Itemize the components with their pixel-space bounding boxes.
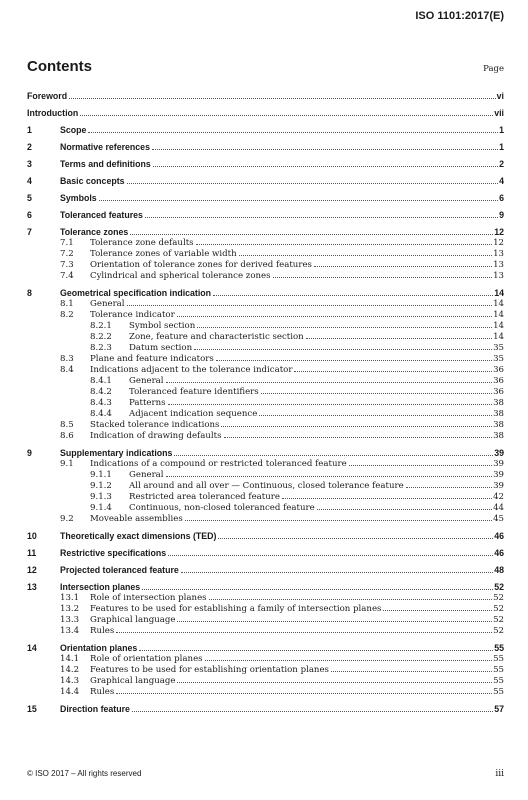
toc-entry-page: 14: [493, 321, 504, 331]
toc-entry-page: 2: [499, 159, 504, 169]
toc-leader-dots: [174, 455, 493, 456]
toc-leader-dots: [383, 610, 492, 611]
toc-entry-title: Rules: [90, 626, 115, 636]
toc-entry-number: 13.2: [60, 604, 80, 614]
toc-entry[interactable]: [27, 271, 504, 282]
toc-leader-dots: [216, 360, 492, 361]
toc-leader-dots: [88, 132, 498, 133]
toc-entry-title: Tolerance zones: [60, 227, 129, 237]
toc-entry-title: Rules: [90, 687, 115, 697]
toc-entry-page: 46: [494, 548, 504, 558]
toc-entry[interactable]: [27, 565, 504, 576]
toc-entry-title: Cylindrical and spherical tolerance zones: [90, 271, 271, 281]
toc-leader-dots: [99, 200, 498, 201]
toc-leader-dots: [166, 476, 493, 477]
toc-leader-dots: [168, 404, 492, 405]
toc-entry[interactable]: [27, 704, 504, 715]
toc-entry-number: 9.1: [60, 459, 74, 469]
toc-leader-dots: [224, 437, 493, 438]
toc-entry[interactable]: [27, 332, 504, 343]
toc-entry-page: 14: [494, 288, 504, 298]
toc-entry-title: Features to be used for establishing a family of intersection planes: [90, 604, 382, 614]
toc-entry-title: Direction feature: [60, 704, 130, 714]
toc-entry[interactable]: [27, 665, 504, 676]
toc-entry-number: 8.4.2: [90, 387, 112, 397]
toc-entry-title: Zone, feature and characteristic section: [129, 332, 304, 342]
toc-leader-dots: [213, 295, 493, 296]
toc-entry-title: Tolerance indicator: [90, 310, 175, 320]
toc-entry-title: Orientation planes: [60, 643, 138, 653]
toc-entry[interactable]: [27, 238, 504, 249]
toc-entry-page: 38: [493, 398, 504, 408]
toc-entry-number: 9.2: [60, 514, 74, 524]
toc-entry[interactable]: [27, 582, 504, 593]
toc-entry-title: Restrictive specifications: [60, 548, 167, 558]
toc-entry-title: General: [90, 299, 125, 309]
toc-entry-title: Toleranced feature identifiers: [129, 387, 259, 397]
toc-entry-number: 9.1.1: [90, 470, 112, 480]
toc-entry-page: 52: [493, 593, 504, 603]
toc-entry-page: 14: [493, 299, 504, 309]
toc-entry[interactable]: [27, 481, 504, 492]
toc-entry-page: 14: [493, 332, 504, 342]
toc-entry-page: 12: [494, 227, 504, 237]
toc-entry-number: 12: [27, 565, 37, 575]
toc-entry-page: 39: [494, 448, 504, 458]
toc-entry[interactable]: [27, 354, 504, 365]
toc-entry-number: 8.5: [60, 420, 74, 430]
toc-entry-page: 55: [493, 665, 504, 675]
toc-leader-dots: [69, 98, 496, 99]
toc-entry-page: 46: [494, 531, 504, 541]
toc-entry[interactable]: [27, 125, 504, 136]
toc-entry-number: 8.4: [60, 365, 74, 375]
toc-entry-number: 4: [27, 176, 32, 186]
toc-entry[interactable]: [27, 615, 504, 626]
toc-entry-number: 9: [27, 448, 32, 458]
toc-entry-page: 42: [493, 492, 504, 502]
toc-leader-dots: [294, 371, 492, 372]
toc-entry-number: 14: [27, 643, 37, 653]
toc-leader-dots: [196, 244, 493, 245]
toc-entry-number: 14.1: [60, 654, 80, 664]
toc-entry-page: 38: [493, 431, 504, 441]
toc-entry[interactable]: [27, 687, 504, 698]
toc-leader-dots: [259, 415, 492, 416]
toc-entry-page: 14: [493, 310, 504, 320]
toc-entry-title: Moveable assemblies: [90, 514, 183, 524]
toc-entry[interactable]: [27, 343, 504, 354]
toc-entry-number: 7.3: [60, 260, 74, 270]
toc-leader-dots: [152, 149, 498, 150]
toc-entry-page: 39: [493, 459, 504, 469]
toc-entry-number: 7.2: [60, 249, 74, 259]
toc-entry-title: Graphical language: [90, 676, 176, 686]
toc-entry-title: General: [129, 376, 164, 386]
toc-leader-dots: [221, 426, 492, 427]
toc-entry-number: 8.3: [60, 354, 74, 364]
toc-leader-dots: [130, 234, 493, 235]
toc-entry-number: 7.4: [60, 271, 74, 281]
toc-entry-number: 2: [27, 142, 32, 152]
toc-leader-dots: [306, 338, 492, 339]
toc-entry-page: 55: [493, 687, 504, 697]
toc-entry[interactable]: [27, 260, 504, 271]
toc-entry-page: 52: [493, 626, 504, 636]
toc-entry-title: Continuous, non-closed toleranced feature: [129, 503, 315, 513]
toc-leader-dots: [177, 316, 492, 317]
toc-entry-title: Symbol section: [129, 321, 196, 331]
toc-entry-number: 8.2: [60, 310, 74, 320]
table-of-contents: [27, 91, 504, 715]
toc-entry-number: 13.4: [60, 626, 80, 636]
toc-entry-title: Introduction: [27, 108, 79, 118]
toc-leader-dots: [145, 217, 498, 218]
toc-entry-page: 35: [493, 343, 504, 353]
toc-entry-title: Indication of drawing defaults: [90, 431, 222, 441]
toc-entry[interactable]: [27, 159, 504, 170]
toc-entry-title: Terms and definitions: [60, 159, 151, 169]
toc-leader-dots: [185, 520, 492, 521]
toc-entry-page: 13: [493, 260, 504, 270]
toc-entry-title: Toleranced features: [60, 210, 143, 220]
toc-leader-dots: [194, 349, 492, 350]
toc-entry-number: 8: [27, 288, 32, 298]
toc-entry-page: 13: [493, 271, 504, 281]
toc-entry-page: 52: [493, 615, 504, 625]
toc-entry-page: 55: [494, 643, 504, 653]
toc-entry-page: vi: [496, 91, 504, 101]
toc-entry[interactable]: [27, 431, 504, 442]
toc-entry[interactable]: [27, 448, 504, 459]
toc-entry-page: 39: [493, 470, 504, 480]
toc-entry[interactable]: [27, 420, 504, 431]
page-title: Contents: [27, 58, 92, 75]
toc-entry[interactable]: [27, 299, 504, 310]
toc-entry-page: 38: [493, 420, 504, 430]
toc-entry-page: 12: [493, 238, 504, 248]
toc-entry[interactable]: [27, 531, 504, 542]
toc-entry-title: General: [129, 470, 164, 480]
toc-leader-dots: [331, 671, 492, 672]
toc-entry[interactable]: [27, 321, 504, 332]
toc-entry[interactable]: [27, 210, 504, 221]
toc-leader-dots: [209, 599, 492, 600]
toc-leader-dots: [197, 327, 492, 328]
toc-entry[interactable]: [27, 288, 504, 299]
toc-entry-title: Theoretically exact dimensions (TED): [60, 531, 217, 541]
toc-entry-number: 14.3: [60, 676, 80, 686]
toc-entry-page: 45: [493, 514, 504, 524]
toc-entry[interactable]: [27, 398, 504, 409]
toc-entry-number: 7: [27, 227, 32, 237]
toc-entry[interactable]: [27, 376, 504, 387]
toc-entry[interactable]: [27, 142, 504, 153]
toc-entry-page: 36: [493, 365, 504, 375]
toc-entry-page: 35: [493, 354, 504, 364]
toc-entry-number: 7.1: [60, 238, 74, 248]
toc-entry-number: 8.2.3: [90, 343, 112, 353]
toc-leader-dots: [166, 382, 493, 383]
toc-entry-number: 9.1.2: [90, 481, 112, 491]
toc-leader-dots: [205, 660, 492, 661]
toc-entry-title: Stacked tolerance indications: [90, 420, 220, 430]
toc-leader-dots: [177, 621, 492, 622]
toc-entry-page: 38: [493, 409, 504, 419]
toc-leader-dots: [132, 711, 493, 712]
toc-entry-title: Foreword: [27, 91, 68, 101]
toc-entry-title: Restricted area toleranced feature: [129, 492, 280, 502]
toc-leader-dots: [168, 555, 493, 556]
toc-entry-page: 9: [499, 210, 504, 220]
toc-entry-page: 1: [499, 142, 504, 152]
toc-leader-dots: [273, 277, 493, 278]
toc-entry[interactable]: [27, 604, 504, 615]
toc-entry[interactable]: [27, 365, 504, 376]
toc-entry[interactable]: [27, 514, 504, 525]
toc-leader-dots: [116, 693, 492, 694]
toc-entry-title: Indications of a compound or restricted toleranced feature: [90, 459, 347, 469]
toc-entry-page: 48: [494, 565, 504, 575]
toc-entry-number: 8.2.1: [90, 321, 112, 331]
toc-entry[interactable]: [27, 176, 504, 187]
toc-leader-dots: [153, 166, 498, 167]
toc-entry-page: 6: [499, 193, 504, 203]
toc-leader-dots: [116, 632, 492, 633]
toc-entry[interactable]: [27, 193, 504, 204]
toc-entry-title: Tolerance zones of variable width: [90, 249, 237, 259]
toc-entry-number: 11: [27, 548, 37, 558]
toc-leader-dots: [139, 650, 493, 651]
toc-entry[interactable]: [27, 387, 504, 398]
toc-entry[interactable]: [27, 310, 504, 321]
toc-entry[interactable]: [27, 91, 504, 102]
toc-entry-number: 1: [27, 125, 32, 135]
toc-entry-title: Features to be used for establishing orientation planes: [90, 665, 329, 675]
toc-leader-dots: [349, 465, 492, 466]
toc-entry-number: 8.4.4: [90, 409, 112, 419]
toc-entry[interactable]: [27, 654, 504, 665]
copyright-notice: © ISO 2017 – All rights reserved: [27, 769, 142, 778]
toc-leader-dots: [142, 589, 493, 590]
toc-entry-title: Datum section: [129, 343, 193, 353]
toc-leader-dots: [261, 393, 492, 394]
toc-entry-title: Supplementary indications: [60, 448, 173, 458]
toc-entry-title: Role of orientation planes: [90, 654, 203, 664]
toc-entry[interactable]: [27, 503, 504, 514]
toc-entry-page: 4: [499, 176, 504, 186]
toc-entry-title: All around and all over — Continuous, closed tolerance feature: [129, 481, 404, 491]
toc-entry[interactable]: [27, 227, 504, 238]
toc-entry-number: 3: [27, 159, 32, 169]
toc-leader-dots: [218, 538, 493, 539]
standard-number: ISO 1101:2017(E): [415, 10, 504, 22]
toc-entry-number: 9.1.4: [90, 503, 112, 513]
toc-entry[interactable]: [27, 676, 504, 687]
toc-entry-title: Tolerance zone defaults: [90, 238, 194, 248]
toc-entry-number: 8.4.3: [90, 398, 112, 408]
toc-entry-number: 10: [27, 531, 37, 541]
page-column-label: Page: [483, 64, 504, 74]
toc-entry-number: 14.4: [60, 687, 80, 697]
toc-entry-page: 55: [493, 676, 504, 686]
toc-entry-number: 15: [27, 704, 37, 714]
toc-entry-title: Patterns: [129, 398, 166, 408]
toc-entry-number: 8.2.2: [90, 332, 112, 342]
toc-entry-title: Indications adjacent to the tolerance indicator: [90, 365, 293, 375]
toc-entry-title: Scope: [60, 125, 87, 135]
toc-entry-number: 6: [27, 210, 32, 220]
toc-entry-title: Intersection planes: [60, 582, 141, 592]
toc-entry[interactable]: [27, 548, 504, 559]
toc-leader-dots: [406, 487, 492, 488]
toc-entry-title: Adjacent indication sequence: [129, 409, 258, 419]
toc-entry-number: 13: [27, 582, 37, 592]
toc-leader-dots: [314, 266, 492, 267]
toc-leader-dots: [127, 183, 499, 184]
toc-entry-page: vii: [494, 108, 504, 118]
toc-entry-title: Graphical language: [90, 615, 176, 625]
toc-entry-page: 44: [493, 503, 504, 513]
toc-entry-title: Plane and feature indicators: [90, 354, 214, 364]
toc-entry-title: Symbols: [60, 193, 97, 203]
toc-entry[interactable]: [27, 643, 504, 654]
toc-leader-dots: [127, 305, 493, 306]
toc-entry-title: Role of intersection planes: [90, 593, 207, 603]
toc-leader-dots: [239, 255, 492, 256]
toc-entry-page: 36: [493, 387, 504, 397]
toc-leader-dots: [177, 682, 492, 683]
toc-entry-number: 9.1.3: [90, 492, 112, 502]
toc-entry-number: 13.1: [60, 593, 80, 603]
toc-entry-number: 8.1: [60, 299, 74, 309]
toc-entry-title: Normative references: [60, 142, 150, 152]
toc-entry[interactable]: [27, 459, 504, 470]
toc-entry[interactable]: [27, 108, 504, 119]
toc-entry-title: Projected toleranced feature: [60, 565, 179, 575]
toc-leader-dots: [317, 509, 492, 510]
toc-entry-page: 39: [493, 481, 504, 491]
toc-entry-number: 13.3: [60, 615, 80, 625]
toc-entry[interactable]: [27, 249, 504, 260]
toc-entry[interactable]: [27, 626, 504, 637]
toc-entry[interactable]: [27, 409, 504, 420]
toc-entry-page: 36: [493, 376, 504, 386]
toc-entry-title: Geometrical specification indication: [60, 288, 212, 298]
toc-entry-number: 8.4.1: [90, 376, 112, 386]
toc-leader-dots: [282, 498, 492, 499]
toc-entry-title: Basic concepts: [60, 176, 125, 186]
toc-leader-dots: [80, 115, 493, 116]
toc-entry-page: 57: [494, 704, 504, 714]
toc-entry[interactable]: [27, 470, 504, 481]
toc-entry[interactable]: [27, 492, 504, 503]
toc-entry-page: 55: [493, 654, 504, 664]
page-number: iii: [495, 769, 504, 779]
toc-entry-page: 13: [493, 249, 504, 259]
toc-entry-number: 14.2: [60, 665, 80, 675]
toc-entry-page: 1: [499, 125, 504, 135]
toc-entry[interactable]: [27, 593, 504, 604]
toc-entry-number: 8.6: [60, 431, 74, 441]
toc-entry-number: 5: [27, 193, 32, 203]
toc-entry-page: 52: [494, 582, 504, 592]
toc-entry-page: 52: [493, 604, 504, 614]
toc-entry-title: Orientation of tolerance zones for derived features: [90, 260, 312, 270]
toc-leader-dots: [181, 572, 493, 573]
